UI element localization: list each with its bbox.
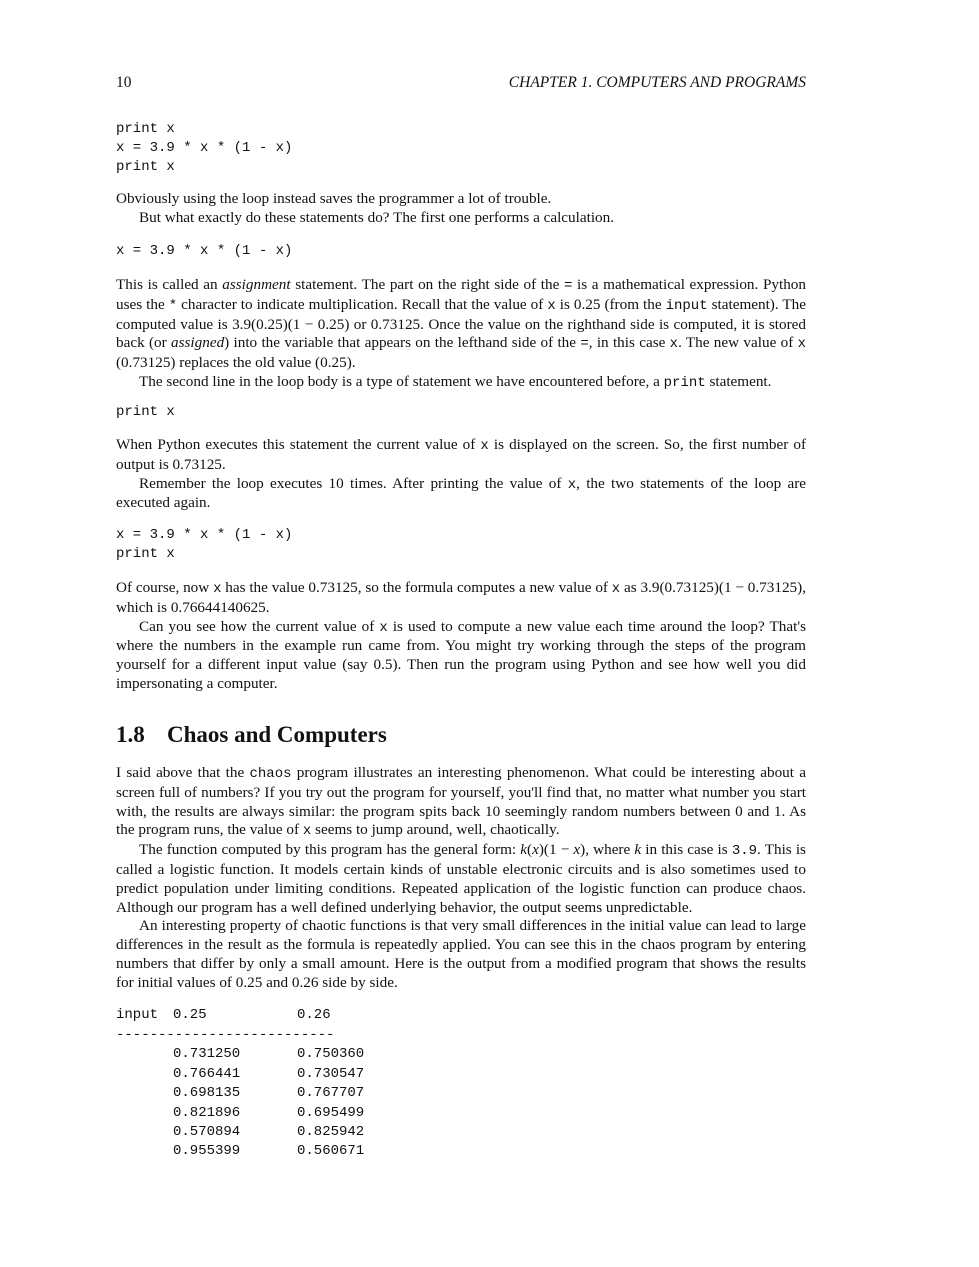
- table-cell: 0.730547: [297, 1065, 365, 1082]
- table-cell: 0.560671: [297, 1143, 365, 1160]
- code-block-loop-body: print x x = 3.9 * x * (1 - x) print x: [116, 121, 293, 175]
- table-row: [116, 1045, 364, 1064]
- table-cell: 0.766441: [173, 1065, 241, 1082]
- paragraph: The second line in the loop body is a type of statement we have encountered before, a print statement.: [139, 372, 772, 391]
- table-cell: 0.821896: [173, 1104, 241, 1121]
- paragraph: I said above that the chaos program illustrates an interesting phenomenon. What could be interesting about a screen full of numbers? If you try out the program for yourself, you'll find that, no matter what number you start with, the results are always similar: the program spits back 10 seemingly random numbers between 0 and 1. As the program runs, the value of x seems to jump around, well, chaotically.: [116, 764, 806, 840]
- text-block-2: [116, 276, 806, 393]
- table-cell: 0.731250: [173, 1046, 241, 1063]
- table-row: [116, 1142, 364, 1161]
- text-block-5: [116, 764, 806, 993]
- output-header-col2: 0.26: [297, 1007, 331, 1023]
- page-number: 10: [116, 74, 132, 91]
- table-cell: 0.955399: [173, 1143, 241, 1160]
- text-block-1: [116, 190, 806, 228]
- output-table: [116, 1006, 364, 1162]
- paragraph: Obviously using the loop instead saves the programmer a lot of trouble.: [116, 190, 552, 207]
- paragraph: When Python executes this statement the current value of x is displayed on the screen. So, the first number of output is 0.73125.: [116, 436, 807, 473]
- table-row: [116, 1065, 364, 1084]
- output-header-col1: 0.25: [173, 1007, 207, 1023]
- paragraph: But what exactly do these statements do? The first one performs a calculation.: [139, 208, 615, 226]
- paragraph: An interesting property of chaotic functions is that very small differences in the initial value can lead to large differences in the result as the formula is repeatedly applied. You can see this in the chaos program by entering numbers that differ by only a small amount. Here is the output from a modified program that shows the results for initial values of 0.25 and 0.26 side by side.: [116, 917, 806, 991]
- section-number: 1.8: [116, 722, 145, 747]
- section-heading: [116, 722, 387, 748]
- text-block-4: [116, 579, 806, 694]
- table-row: [116, 1104, 364, 1123]
- table-cell: 0.750360: [297, 1046, 365, 1063]
- paragraph: Of course, now x has the value 0.73125, so the formula computes a new value of x as 3.9(0.73125)(1 − 0.73125), which is 0.76644140625.: [116, 579, 806, 616]
- page-header: [116, 74, 806, 96]
- code-block-loop-repeat: x = 3.9 * x * (1 - x) print x: [116, 527, 293, 562]
- table-cell: 0.825942: [297, 1124, 365, 1141]
- paragraph: Remember the loop executes 10 times. After printing the value of x, the two statements of the loop are executed again.: [116, 474, 806, 512]
- table-row: [116, 1123, 364, 1142]
- paragraph-assignment-explanation: This is called an assignment statement. The part on the right side of the = is a mathematical expression. Python uses the * character to indicate multiplication. Recall that the value of x is 0.25 (from the input statement). The computed value is 3.9(0.25)(1 − 0.25) or 0.73125. Once the value on the righthand side is computed, it is stored back (or assigned) into the variable that appears on the lefthand side of the =, in this case x. The new value of x (0.73125) replaces the old value (0.25).: [116, 276, 807, 372]
- output-header-label: input: [116, 1007, 159, 1023]
- table-cell: 0.698135: [173, 1085, 241, 1102]
- paragraph-logistic-function: The function computed by this program has the general form: k(x)(1 − x), where k in this case is 3.9. This is called a logistic function. It models certain kinds of unstable electronic circuits and is also sometimes used to predict population under limiting conditions. Repeated application of the logistic function can produce chaos. Although our program has a well defined underlying behavior, the output seems unpredictable.: [116, 841, 806, 916]
- code-block-print: print x: [116, 404, 175, 420]
- running-title: CHAPTER 1. COMPUTERS AND PROGRAMS: [508, 74, 806, 91]
- output-header-row: [116, 1006, 364, 1025]
- section-title: Chaos and Computers: [167, 722, 387, 747]
- output-rule-row: [116, 1025, 364, 1045]
- table-cell: 0.570894: [173, 1124, 241, 1141]
- code-block-assignment: x = 3.9 * x * (1 - x): [116, 243, 293, 259]
- table-row: [116, 1084, 364, 1103]
- output-rule: --------------------------: [116, 1027, 335, 1044]
- table-cell: 0.767707: [297, 1085, 365, 1102]
- text-block-3: [116, 436, 806, 513]
- table-cell: 0.695499: [297, 1104, 365, 1121]
- paragraph: Can you see how the current value of x is used to compute a new value each time around the loop? That's where the numbers in the example run came from. You might try working through the steps of the program yourself for a different input value (say 0.5). Then run the program using Python and see how well you did impersonating a computer.: [116, 617, 806, 692]
